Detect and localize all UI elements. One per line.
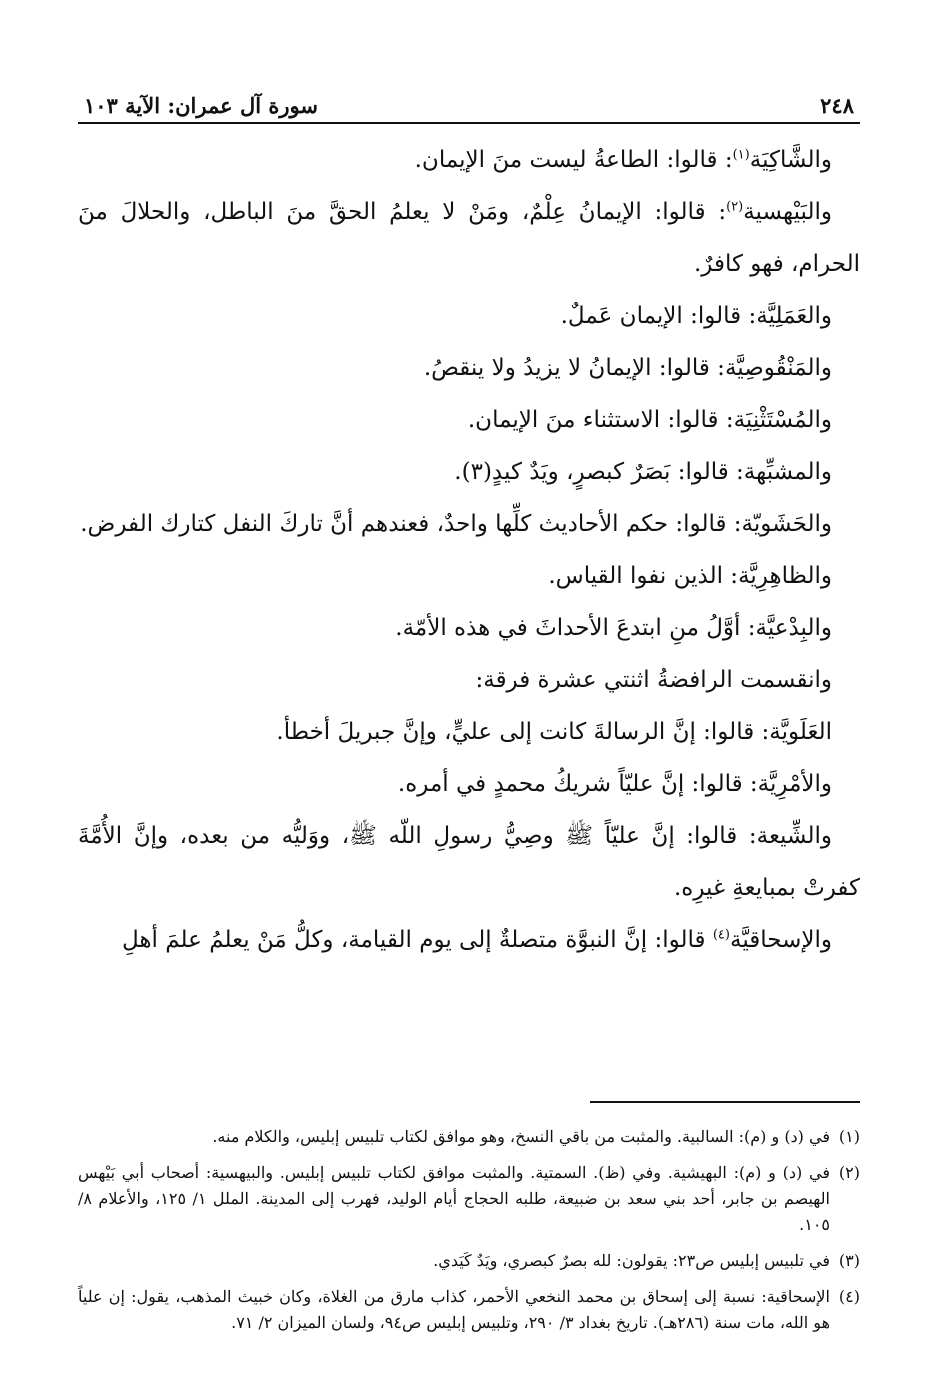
footnote-text: في (د) و (م): البهيشية. وفي (ظ). السمتية. والمثبت موافق لكتاب تلبيس إبليس. والبيهسية: أصحاب أبي بَيْهس الهيصم بن جابر، أحد بني سعد بن ضبيعة، طلبه الحجاج أيام الوليد، فهرب إلى المدينة. الملل ١/ ١٢٥، والأعلام ٨/ ١٠٥. bbox=[78, 1163, 831, 1234]
page-number: ٢٤٨ bbox=[820, 93, 854, 118]
paragraph bbox=[78, 342, 860, 394]
footnotes bbox=[78, 1124, 860, 1346]
paragraph bbox=[78, 290, 860, 342]
footnote bbox=[78, 1284, 860, 1336]
paragraph bbox=[78, 394, 860, 446]
paragraph bbox=[78, 550, 860, 602]
paragraph-text: : قالوا: إنَّ الرسالةَ كانت إلى عليٍّ، وإنَّ جبريلَ أخطأ. bbox=[276, 719, 770, 745]
paragraph bbox=[78, 602, 860, 654]
sect-name: والأمْرِيَّة bbox=[757, 771, 832, 797]
sect-name: والبَيْهسية bbox=[743, 199, 832, 225]
sect-name: والبِدْعيَّة bbox=[755, 615, 832, 641]
paragraph-text: : قالوا: الاستثناء منَ الإيمان. bbox=[467, 407, 734, 433]
paragraph-text: : bbox=[475, 667, 484, 693]
footnote-ref: (١) bbox=[732, 147, 750, 163]
paragraph-text: قالوا: إنَّ النبوَّة متصلةٌ إلى يوم القيامة، وكلُّ مَنْ يعلمُ علمَ أهلِ bbox=[121, 927, 713, 953]
sect-name: والمَنْقُوصِيَّة bbox=[724, 355, 832, 381]
paragraph bbox=[78, 706, 860, 758]
footnote bbox=[78, 1124, 860, 1150]
footnote-marker: (٢) bbox=[838, 1163, 860, 1182]
paragraph bbox=[78, 810, 860, 914]
footnote-marker: (٣) bbox=[838, 1251, 860, 1270]
paragraph-text: : قالوا: الإيمان عَملٌ. bbox=[560, 303, 757, 329]
paragraph-text: : قالوا: إنَّ عليّاً شريكُ محمدٍ في أمره. bbox=[397, 771, 758, 797]
paragraph bbox=[78, 134, 860, 186]
main-text bbox=[78, 134, 860, 966]
paragraph-text: : أوَّلُ منِ ابتدعَ الأحداثَ في هذه الأمّة. bbox=[395, 615, 756, 641]
footnote-ref: (٤) bbox=[712, 927, 730, 943]
sect-name: والشَّاكِيَة bbox=[749, 147, 832, 173]
paragraph-text: : الذين نفوا القياس. bbox=[548, 563, 739, 589]
sect-name: والعَمَلِيَّة bbox=[756, 303, 832, 329]
paragraph-text: : قالوا: الطاعةُ ليست منَ الإيمان. bbox=[414, 147, 733, 173]
paragraph bbox=[78, 758, 860, 810]
footnote bbox=[78, 1248, 860, 1274]
paragraph-text: : قالوا: بَصَرٌ كبصرٍ، ويَدٌ كيدٍ(٣). bbox=[454, 459, 744, 485]
sect-name: والمشبِّهة bbox=[743, 459, 832, 485]
sect-name: العَلَويَّة bbox=[769, 719, 832, 745]
paragraph bbox=[78, 914, 860, 966]
footnote-text: الإسحاقية: نسبة إلى إسحاق بن محمد النخعي الأحمر، كذاب مارق من الغلاة، وكان خبيث المذهب، يقول: إن علياً هو الله، مات سنة (٢٨٦هـ). تاريخ بغداد ٣/ ٢٩٠، وتلبيس إبليس ص٩٤، ولسان الميزان ٢/ ٧١. bbox=[78, 1287, 830, 1332]
paragraph bbox=[78, 446, 860, 498]
paragraph bbox=[78, 186, 860, 290]
footnote-separator bbox=[590, 1101, 860, 1103]
sect-name: والشِّيعة bbox=[756, 823, 832, 849]
running-title: سورة آل عمران: الآية ١٠٣ bbox=[84, 93, 318, 118]
paragraph bbox=[78, 498, 860, 550]
footnote-marker: (٤) bbox=[838, 1287, 860, 1306]
sect-name: والحَشَويّة bbox=[741, 511, 832, 537]
sect-name: والمُسْتَثْنِيَة bbox=[733, 407, 832, 433]
paragraph-text: : قالوا: الإيمانُ عِلْمٌ، ومَنْ لا يعلمُ الحقَّ منَ الباطل، والحلالَ منَ الحرام، فهو كافرٌ. bbox=[78, 199, 860, 277]
paragraph-text: : قالوا: الإيمانُ لا يزيدُ ولا ينقصُ. bbox=[423, 355, 725, 381]
footnote-marker: (١) bbox=[838, 1127, 860, 1146]
sect-name: وانقسمت الرافضةُ اثنتي عشرة فرقة bbox=[483, 667, 832, 693]
paragraph bbox=[78, 654, 860, 706]
footnote-text: في تلبيس إبليس ص٢٣: يقولون: لله بصرٌ كبصري، ويَدٌ كَيَدي. bbox=[433, 1251, 830, 1270]
sect-name: والإسحاقيَّة bbox=[729, 927, 832, 953]
footnote-ref: (٢) bbox=[726, 199, 744, 215]
page bbox=[78, 80, 860, 1332]
page-header bbox=[78, 80, 860, 118]
footnote bbox=[78, 1160, 860, 1238]
footnote-text: في (د) و (م): السالبية. والمثبت من باقي النسخ، وهو موافق لكتاب تلبيس إبليس، والكلام منه. bbox=[212, 1127, 830, 1146]
paragraph-text: : قالوا: حكم الأحاديث كلِّها واحدٌ، فعندهم أنَّ تاركَ النفل كتارك الفرض. bbox=[80, 511, 742, 537]
paragraph-text: : قالوا: إنَّ عليّاً ﷺ وصِيُّ رسولِ اللّه ﷺ، ووَليُّه من بعده، وإنَّ الأُمَّةَ كفرتْ بمبايعةِ غيرِه. bbox=[78, 823, 860, 901]
header-rule bbox=[78, 122, 860, 124]
sect-name: والظاهِرِيَّة bbox=[738, 563, 832, 589]
